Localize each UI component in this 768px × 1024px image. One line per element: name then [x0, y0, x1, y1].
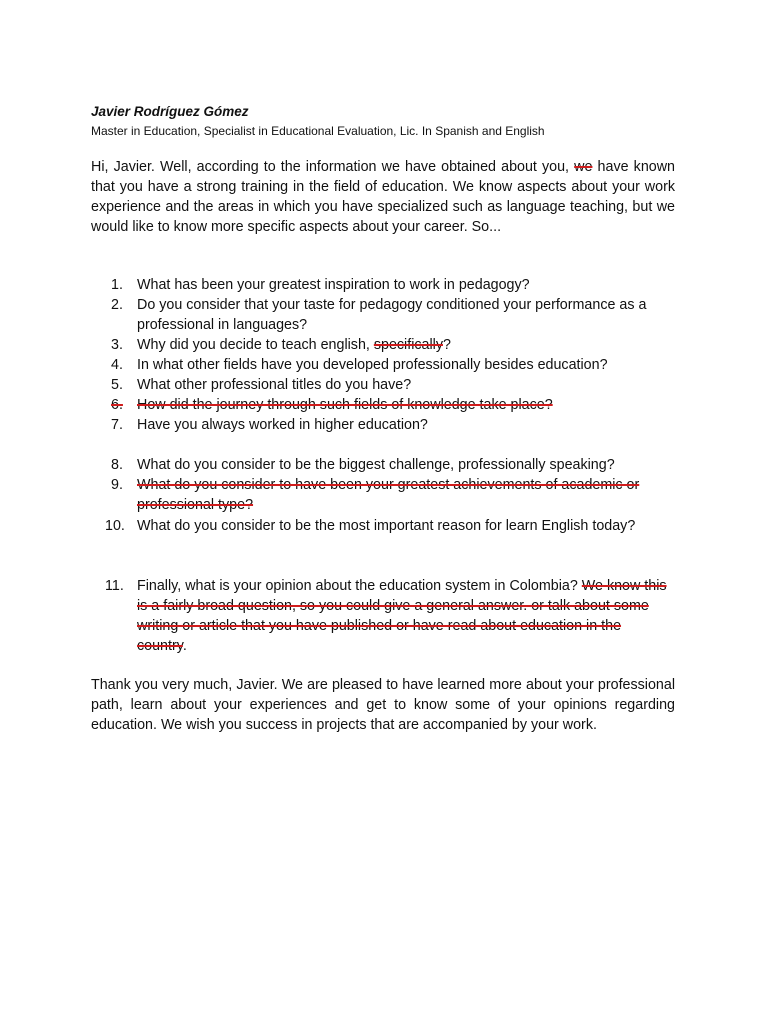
question-text: What has been your greatest inspiration to work in pedagogy? — [137, 277, 530, 293]
intro-struck-word: we — [574, 159, 593, 175]
question-text-start: Why did you decide to teach english, — [137, 337, 374, 353]
question-struck-text: What do you consider to have been your greatest achievements of academic or professional type? — [137, 477, 640, 513]
question-text-end: ? — [442, 337, 451, 353]
question-number: 11. — [105, 578, 124, 594]
question-item — [111, 295, 671, 335]
question-struck-text: We know this is a fairly broad question, so you could give a general answer. or talk about some writing or article that you have published or have read about education in the country — [137, 578, 667, 654]
question-text: Have you always worked in higher education? — [137, 417, 428, 433]
question-item-struck — [111, 475, 671, 515]
interviewee-name: Javier Rodríguez Gómez — [91, 104, 249, 119]
question-text: What other professional titles do you have? — [137, 377, 412, 393]
question-text — [137, 395, 671, 415]
question-number: 6. — [111, 397, 123, 413]
question-number: 4. — [111, 357, 123, 373]
question-text: In what other fields have you developed professionally besides education? — [137, 357, 608, 373]
intro-text-start: Hi, Javier. Well, according to the information we have obtained about you, — [91, 159, 575, 175]
question-number: 5. — [111, 377, 123, 393]
question-text — [137, 335, 671, 355]
question-text-start: Finally, what is your opinion about the education system in Colombia? — [137, 578, 582, 594]
question-item — [105, 576, 671, 656]
question-item — [111, 335, 671, 355]
question-text: Do you consider that your taste for pedagogy conditioned your performance as a professional in languages? — [137, 297, 647, 333]
question-number: 1. — [111, 277, 123, 293]
intro-text-end: have known that you have a strong training in the field of education. We know aspects about your work experience and the areas in which you have specialized such as language teaching, but we would like to know more specific aspects about your career. So... — [91, 159, 675, 235]
question-text — [137, 576, 671, 656]
question-number: 3. — [111, 337, 123, 353]
question-text — [137, 475, 671, 515]
question-struck-word: specifically — [373, 337, 443, 353]
question-item — [111, 455, 671, 475]
question-text: What do you consider to be the most important reason for learn English today? — [137, 518, 636, 534]
question-item — [111, 375, 671, 395]
question-item — [111, 275, 671, 295]
question-text: What do you consider to be the biggest challenge, professionally speaking? — [137, 457, 615, 473]
question-text-end: . — [182, 638, 187, 654]
question-number: 8. — [111, 457, 123, 473]
question-item — [105, 516, 671, 536]
question-item — [111, 415, 671, 435]
question-struck-text: How did the journey through such fields of knowledge take place? — [137, 397, 553, 413]
question-number: 2. — [111, 297, 123, 313]
interviewee-credentials: Master in Education, Specialist in Educational Evaluation, Lic. In Spanish and English — [91, 124, 545, 138]
question-number: 10. — [105, 518, 125, 534]
question-number: 7. — [111, 417, 123, 433]
question-item-struck — [111, 395, 671, 415]
question-number: 9. — [111, 477, 123, 493]
intro-paragraph — [91, 157, 675, 237]
question-item — [111, 355, 671, 375]
closing-paragraph: Thank you very much, Javier. We are pleased to have learned more about your professional path, learn about your experiences and get to know some of your opinions regarding education. We wish you success in projects that are accompanied by your work. — [91, 677, 675, 733]
